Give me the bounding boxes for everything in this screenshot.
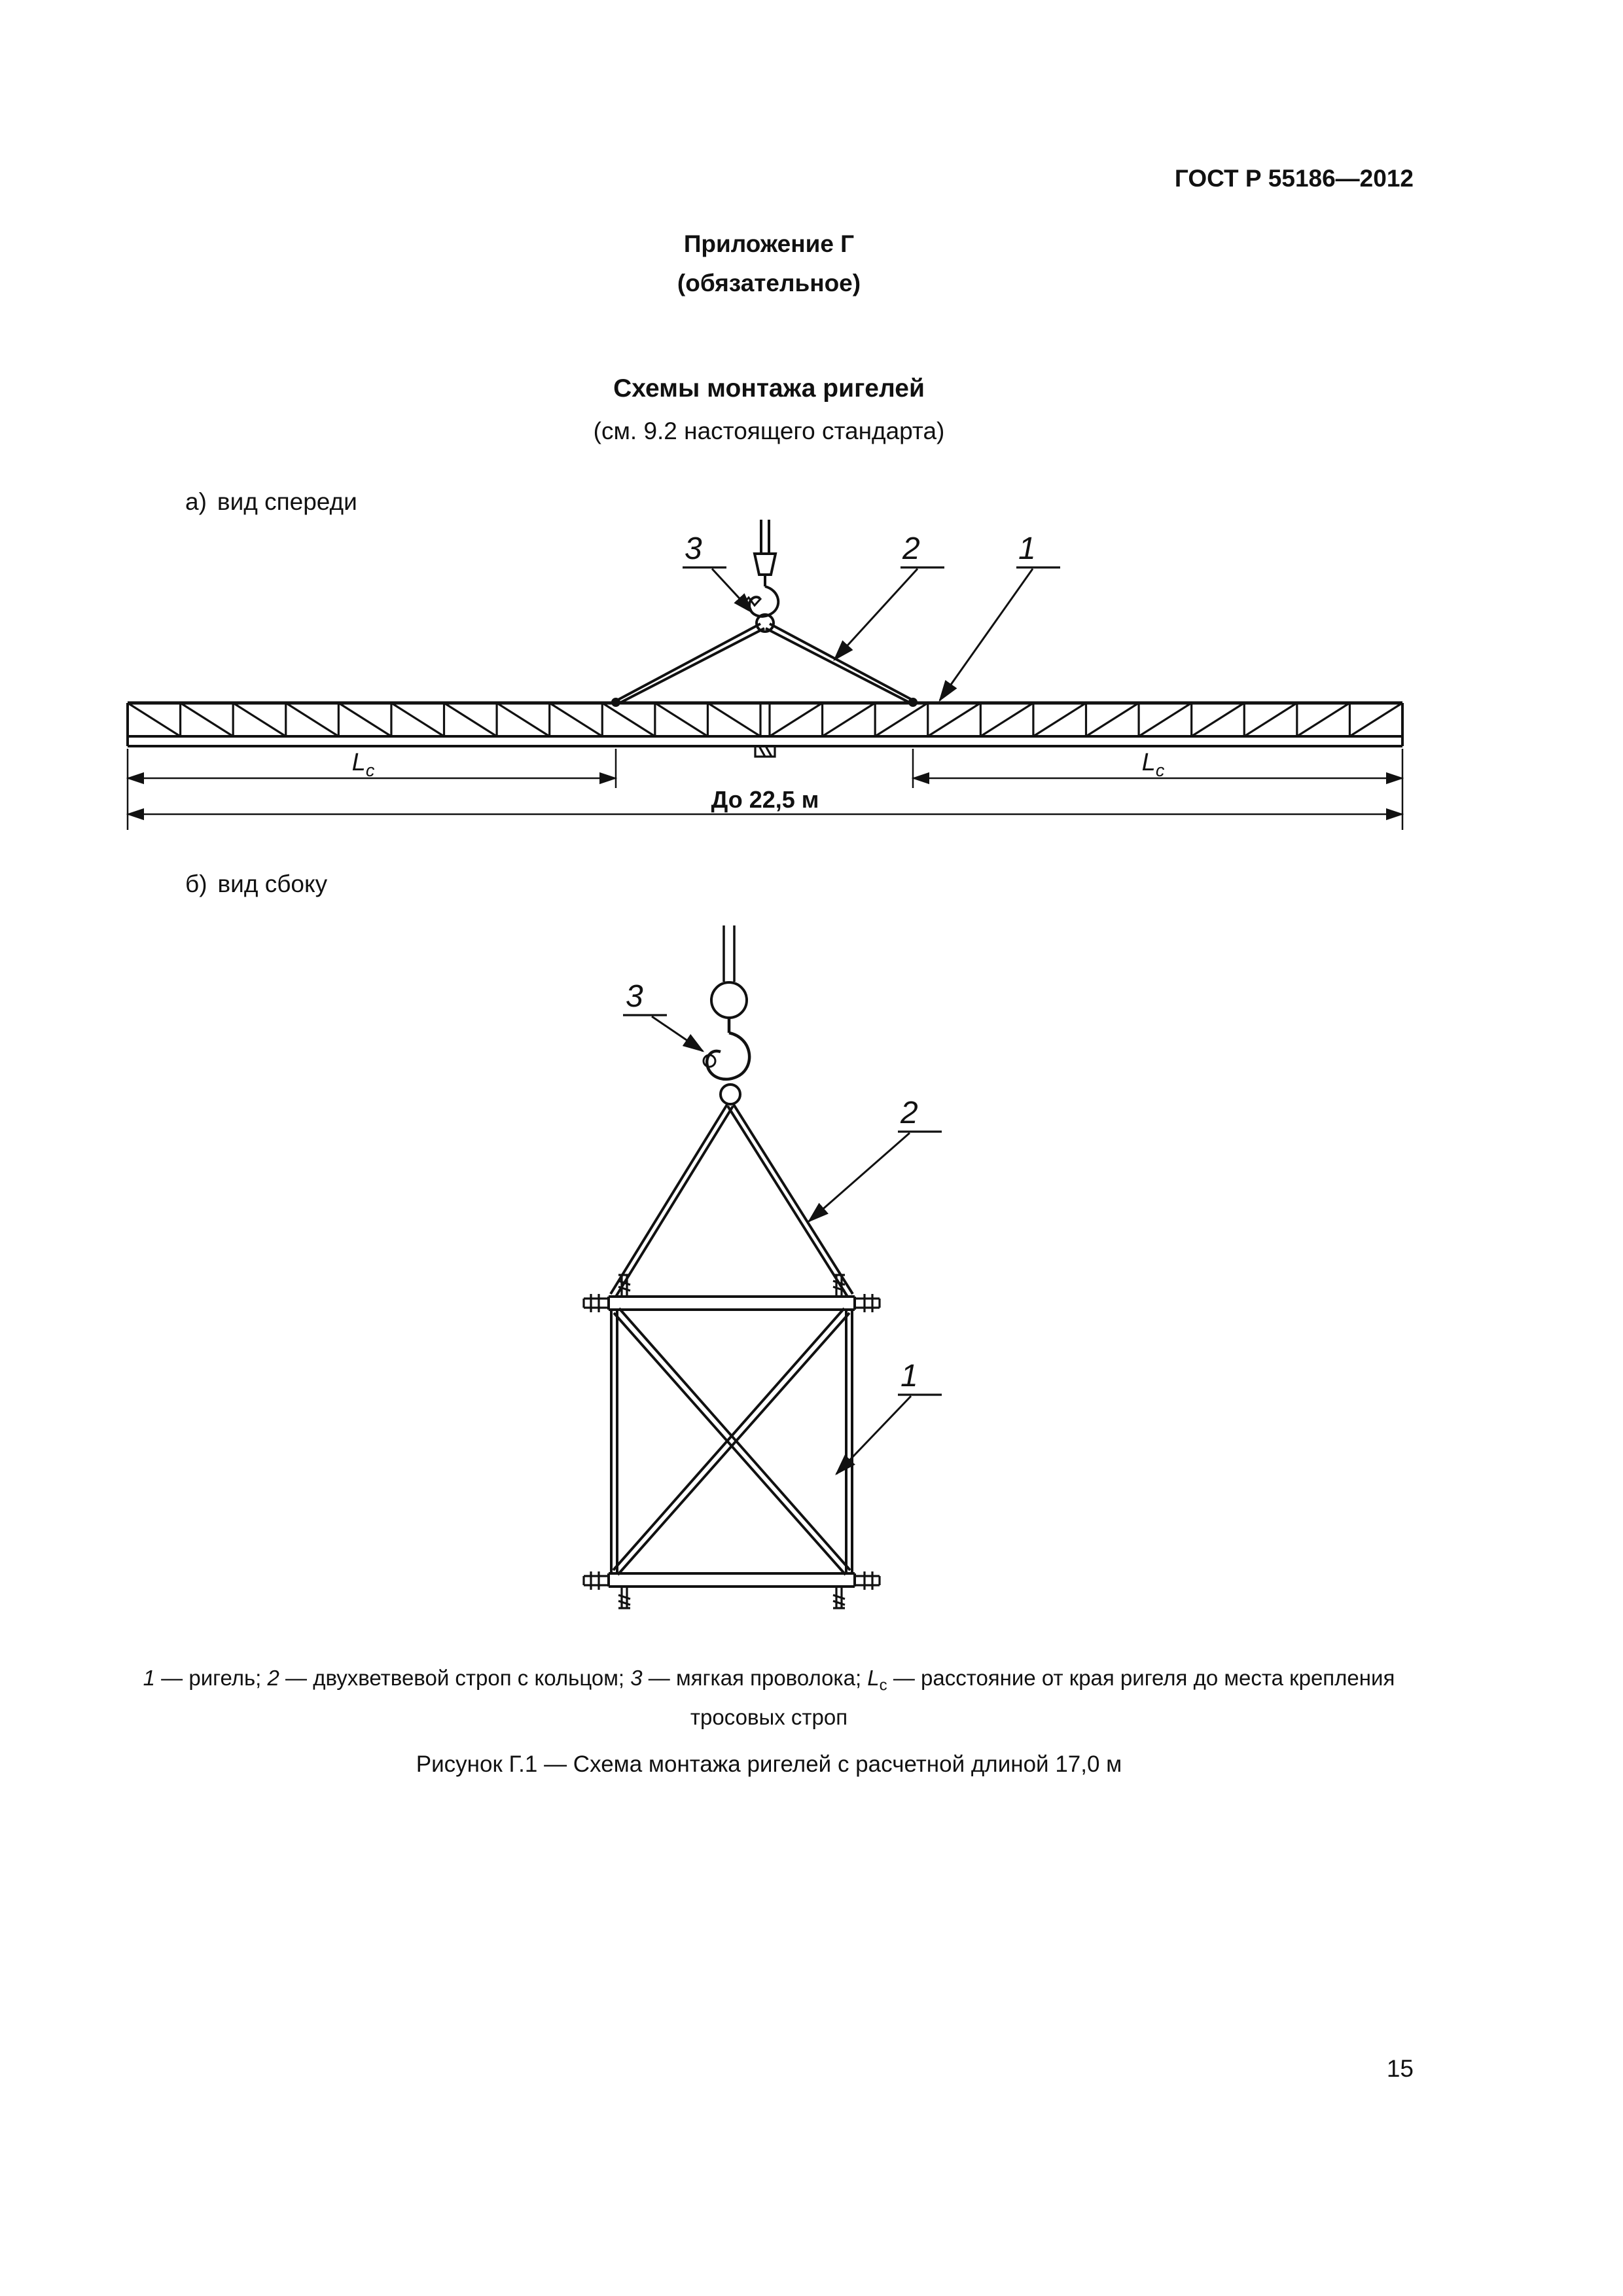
legend-line-1 — [124, 1662, 1414, 1702]
legend-text: — расстояние от края ригеля до места крепления — [887, 1666, 1395, 1690]
callout-1: 1 — [901, 1359, 918, 1393]
callout-3: 3 — [626, 979, 643, 1014]
appendix-type: (обязательное) — [677, 270, 861, 296]
dim-lc-right-label: $L_с$ — [1141, 749, 1165, 780]
legend-ref-lc: L — [867, 1666, 880, 1690]
figure-b-side-view — [524, 916, 1113, 1669]
corner-fittings — [584, 1275, 880, 1608]
section-heading — [124, 374, 1414, 445]
truss-center-joint — [755, 746, 775, 757]
figure-a-front-view — [98, 517, 1486, 857]
sling-side — [611, 1085, 853, 1297]
legend-ref-lc-sub: с — [879, 1676, 887, 1695]
figure-a-dimension-labels — [352, 749, 1165, 813]
crane-hook-front-icon — [742, 520, 778, 617]
dim-lc-left-label: $L_с$ — [351, 749, 375, 780]
page-number: 15 — [1386, 2055, 1414, 2082]
section-subtitle: (см. 9.2 настоящего стандарта) — [593, 418, 945, 444]
appendix-heading — [124, 230, 1414, 297]
legend-text: — мягкая проволока; — [642, 1666, 868, 1690]
view-a-label — [185, 488, 357, 516]
appendix-title: Приложение Г — [683, 230, 855, 257]
view-b-text: вид сбоку — [217, 870, 328, 897]
view-b-label — [185, 870, 327, 898]
legend-ref-2: 2 — [267, 1666, 279, 1690]
callout-1: 1 — [1018, 531, 1036, 566]
figure-legend — [124, 1662, 1414, 1733]
truss-web — [128, 703, 1402, 736]
legend-line-2: тросовых строп — [690, 1704, 848, 1729]
section-title: Схемы монтажа ригелей — [613, 374, 925, 403]
sling-front — [613, 615, 916, 706]
figure-a-callouts — [683, 531, 1060, 700]
legend-ref-1: 1 — [143, 1666, 156, 1690]
view-a-marker: а) — [185, 488, 207, 515]
doc-number: ГОСТ Р 55186—2012 — [1174, 165, 1414, 192]
legend-ref-3: 3 — [630, 1666, 643, 1690]
view-a-text: вид спереди — [217, 488, 357, 515]
callout-2: 2 — [901, 1096, 918, 1130]
callout-2: 2 — [902, 531, 920, 566]
sling-ring-side-icon — [721, 1085, 740, 1104]
figure-b-callouts — [623, 979, 942, 1474]
crane-hook-side-icon — [704, 925, 749, 1079]
view-b-marker: б) — [185, 870, 207, 897]
truss-beam — [128, 703, 1402, 757]
legend-text: — ригель; — [155, 1666, 268, 1690]
dim-total-label: До 22,5 м — [711, 786, 819, 813]
callout-3: 3 — [685, 531, 702, 566]
legend-text: — двухветвевой строп с кольцом; — [279, 1666, 631, 1690]
crossbar-frame — [609, 1297, 855, 1587]
figure-caption: Рисунок Г.1 — Схема монтажа ригелей с расчетной длиной 17,0 м — [416, 1751, 1122, 1777]
